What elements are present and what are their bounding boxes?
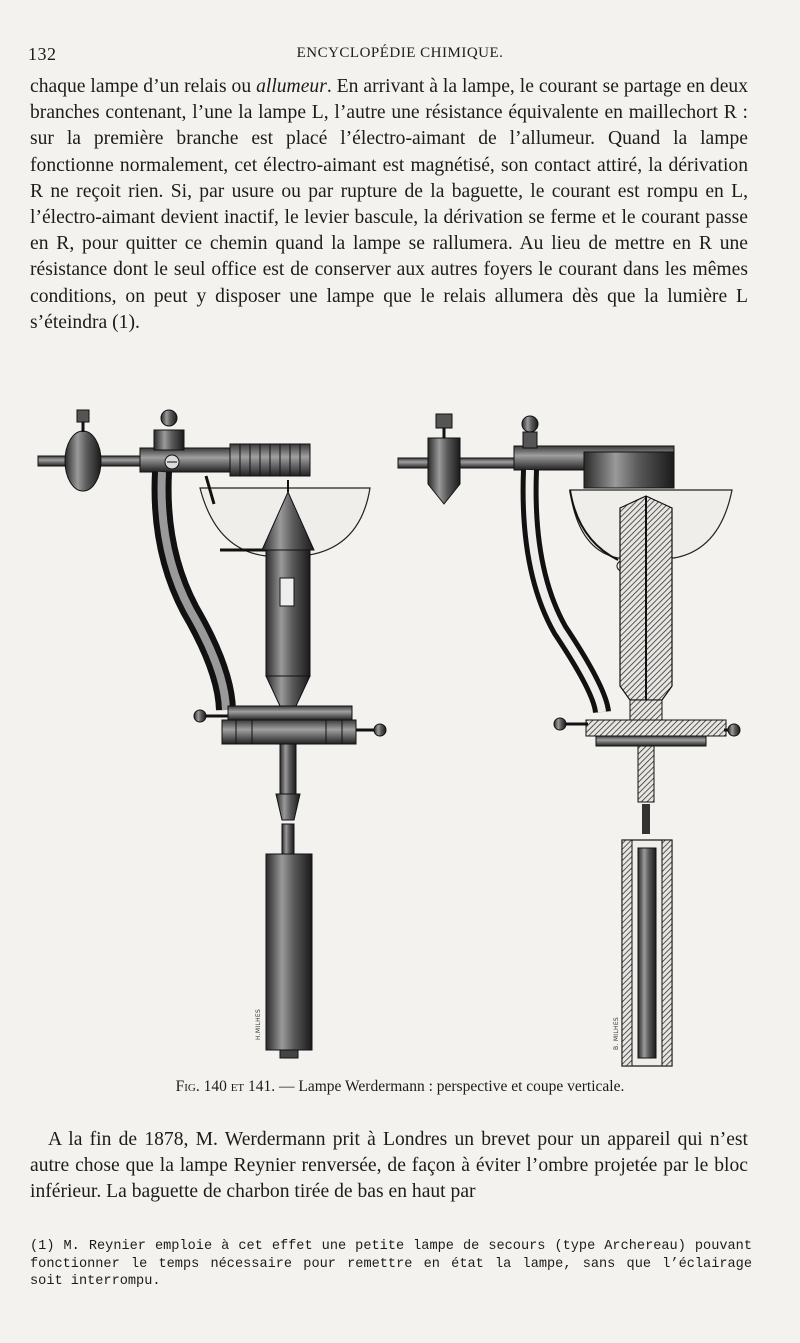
paragraph-1-emphasis: allumeur <box>256 76 327 97</box>
paragraph-1 <box>30 74 748 336</box>
footnote: (1) M. Reynier emploie à cet effet une petite lampe de secours (type Archereau) pouvant fonctionner le temps nécessaire pour remettre en état la lampe, sans que l’éclairage soit interrompu. <box>30 1239 752 1290</box>
paragraph-1-start: chaque lampe d’un relais ou <box>30 76 257 97</box>
lamp-section <box>398 414 740 1066</box>
lamp-perspective <box>38 410 386 1058</box>
figure-caption <box>0 1078 800 1096</box>
engraver-signature-right: B. MILHES <box>613 1016 620 1050</box>
lamp-illustration <box>30 400 770 1068</box>
page-number: 132 <box>28 44 57 64</box>
figure-caption-text: — Lampe Werdermann : perspective et coupe verticale. <box>275 1078 625 1095</box>
figure-caption-label: Fig. 140 et 141. <box>175 1078 276 1095</box>
paragraph-2: A la fin de 1878, M. Werdermann prit à Londres un brevet pour un appareil qui n’est autre chose que la lampe Reynier renversée, de façon à éviter l’ombre projetée par le bloc inférieur. La baguette de charbon tirée de bas en haut par <box>30 1129 748 1203</box>
paragraph-1-rest: . En arrivant à la lampe, le courant se partage en deux branches contenant, l’une la lampe L, l’autre une résistance équivalente en maillechort R : sur la première branche est placé l’électro-aimant de l’allumeur. Quand la lampe fonctionne normalement, cet électro-aimant est magnétisé, son contact attiré, la dérivation R ne reçoit rien. Si, par usure ou par rupture de la baguette, le courant est rompu en L, l’électro-aimant devient inactif, le levier bascule, la dérivation se ferme et le courant passe en R, pour quitter ce chemin quand la lampe se rallumera. Au lieu de mettre en R une résistance dont le seul office est de conserver aux autres foyers le courant dans les mêmes conditions, on peut y disposer une lampe que le relais allumera dès que la lumière L s’éteindra (1). <box>30 76 748 333</box>
running-title: ENCYCLOPÉDIE CHIMIQUE. <box>296 45 504 61</box>
running-header <box>28 44 772 66</box>
engraver-signature-left: H.MILHES <box>255 1008 262 1040</box>
